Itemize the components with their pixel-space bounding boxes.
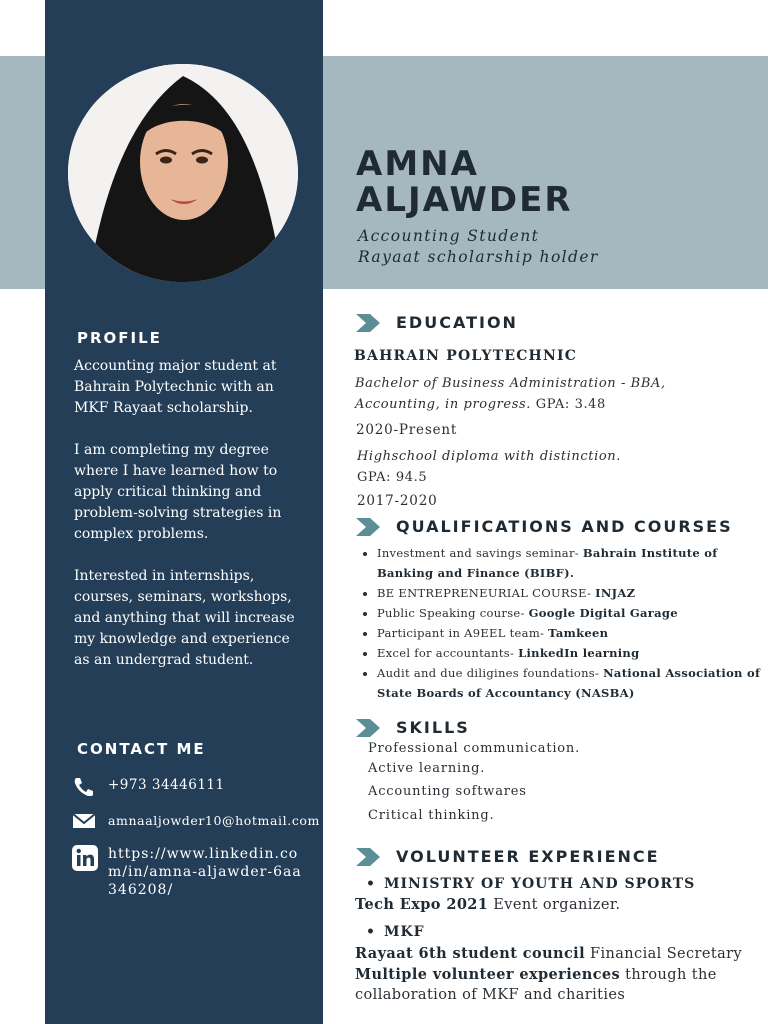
list-item bbox=[377, 583, 768, 603]
list-item bbox=[377, 543, 768, 583]
highschool-description: Highschool diploma with distinction. bbox=[357, 449, 621, 464]
envelope-icon bbox=[72, 812, 98, 832]
volunteer-role bbox=[355, 966, 717, 983]
volunteer-role bbox=[355, 896, 621, 913]
chevron-right-icon bbox=[356, 848, 382, 866]
subtitle-line1: Accounting Student bbox=[358, 227, 540, 245]
school-name: BAHRAIN POLYTECHNIC bbox=[354, 348, 578, 364]
contact-phone[interactable] bbox=[72, 776, 225, 796]
qualification-text: Audit and due diligines foundations- bbox=[377, 666, 604, 680]
qualifications-heading: QUALIFICATIONS AND COURSES bbox=[396, 517, 733, 536]
qualification-text: Investment and savings seminar- bbox=[377, 546, 583, 560]
skills-heading: SKILLS bbox=[396, 718, 470, 737]
skills-section-header bbox=[356, 718, 470, 737]
qualification-provider: Bahrain Institute of Banking and Finance (BIBF). bbox=[377, 546, 718, 580]
qualification-provider: INJAZ bbox=[595, 586, 636, 600]
volunteer-role bbox=[355, 945, 742, 962]
volunteer-role-text: through the bbox=[620, 967, 717, 983]
candidate-subtitle bbox=[358, 226, 599, 268]
skill-item: Professional communication. bbox=[368, 741, 581, 756]
qualification-text: Public Speaking course- bbox=[377, 606, 529, 620]
volunteer-heading: VOLUNTEER EXPERIENCE bbox=[396, 847, 660, 866]
subtitle-line2: Rayaat scholarship holder bbox=[358, 248, 599, 266]
contact-heading: CONTACT ME bbox=[77, 740, 206, 758]
profile-heading: PROFILE bbox=[77, 329, 162, 347]
volunteer-org: • MKF bbox=[366, 924, 425, 940]
contact-linkedin[interactable] bbox=[72, 845, 308, 899]
name-line2: ALJAWDER bbox=[356, 180, 573, 220]
volunteer-role-title: Tech Expo 2021 bbox=[355, 896, 489, 913]
list-item bbox=[377, 663, 768, 703]
qualifications-section-header bbox=[356, 517, 733, 536]
chevron-right-icon bbox=[356, 719, 382, 737]
skill-item: Accounting softwares bbox=[368, 784, 527, 799]
phone-icon bbox=[72, 776, 98, 796]
phone-number[interactable]: +973 34446111 bbox=[108, 777, 225, 793]
qualification-text: BE ENTREPRENEURIAL COURSE- bbox=[377, 586, 596, 600]
linkedin-icon bbox=[72, 845, 98, 865]
name-line1: AMNA bbox=[356, 144, 479, 184]
qualification-provider: Tamkeen bbox=[548, 626, 609, 640]
volunteer-role-continued: collaboration of MKF and charities bbox=[355, 987, 626, 1003]
chevron-right-icon bbox=[356, 518, 382, 536]
degree-text bbox=[355, 373, 735, 415]
degree-gpa: GPA: 3.48 bbox=[535, 397, 606, 412]
qualification-provider: Google Digital Garage bbox=[528, 606, 678, 620]
qualification-provider: LinkedIn learning bbox=[518, 646, 640, 660]
education-section-header bbox=[356, 313, 518, 332]
highschool-gpa: GPA: 94.5 bbox=[357, 470, 428, 485]
volunteer-org: • MINISTRY OF YOUTH AND SPORTS bbox=[366, 876, 695, 892]
profile-text bbox=[74, 356, 314, 692]
education-heading: EDUCATION bbox=[396, 313, 518, 332]
highschool-years: 2017-2020 bbox=[357, 493, 438, 509]
volunteer-role-title: Rayaat 6th student council bbox=[355, 945, 586, 962]
list-item bbox=[377, 643, 768, 663]
qualification-text: Excel for accountants- bbox=[377, 646, 519, 660]
linkedin-url[interactable]: https://www.linkedin.com/in/amna-aljawder-6aa346208/ bbox=[108, 846, 302, 898]
list-item bbox=[377, 623, 768, 643]
degree-description: Bachelor of Business Administration - BBA, Accounting, in progress. bbox=[355, 376, 666, 412]
profile-paragraph: Accounting major student at Bahrain Polytechnic with an MKF Rayaat scholarship. bbox=[74, 358, 277, 416]
qualification-provider: National Association of State Boards of Accountancy (NASBA) bbox=[377, 666, 761, 700]
volunteer-section-header bbox=[356, 847, 660, 866]
email-address[interactable]: amnaaljowder10@hotmail.com bbox=[108, 813, 320, 828]
highschool-text bbox=[357, 446, 717, 488]
volunteer-role-text: Event organizer. bbox=[488, 897, 621, 913]
qualifications-list bbox=[358, 543, 768, 703]
list-item bbox=[377, 603, 768, 623]
skill-item: Critical thinking. bbox=[368, 808, 495, 823]
volunteer-role-title: Multiple volunteer experiences bbox=[355, 966, 621, 983]
chevron-right-icon bbox=[356, 314, 382, 332]
skill-item: Active learning. bbox=[368, 761, 486, 776]
volunteer-role-text: Financial Secretary bbox=[585, 946, 743, 962]
degree-years: 2020-Present bbox=[356, 422, 458, 438]
profile-paragraph: I am completing my degree where I have learned how to apply critical thinking and problem-solving strategies in complex problems. bbox=[74, 442, 282, 542]
profile-paragraph: Interested in internships, courses, seminars, workshops, and anything that will increase my knowledge and experience as an undergrad student. bbox=[74, 568, 295, 668]
contact-email[interactable] bbox=[72, 812, 320, 832]
profile-photo bbox=[68, 64, 298, 282]
candidate-name bbox=[356, 146, 573, 218]
qualification-text: Participant in A9EEL team- bbox=[377, 626, 549, 640]
